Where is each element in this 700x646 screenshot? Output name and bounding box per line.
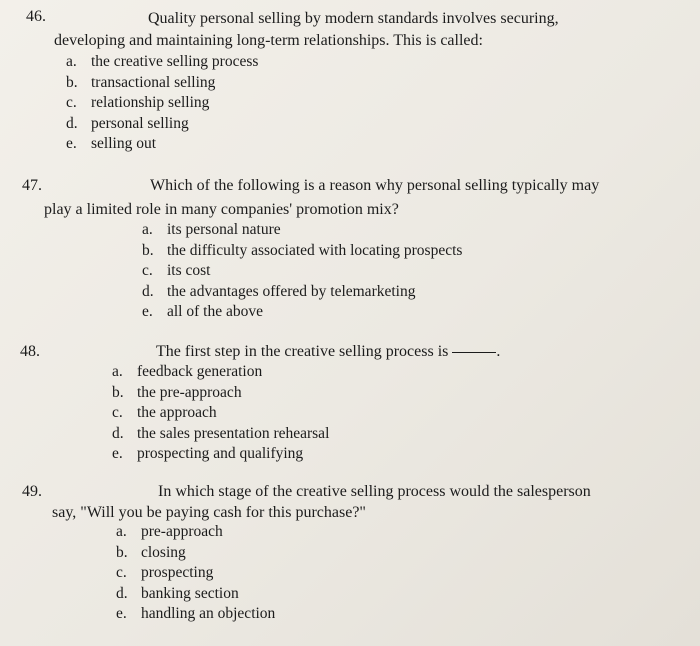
- question-46-option-d: [66, 114, 258, 135]
- option-text: the approach: [137, 404, 217, 422]
- option-text: the difficulty associated with locating prospects: [167, 241, 463, 259]
- question-48-stem-line-1: [156, 341, 500, 362]
- option-text: relationship selling: [91, 94, 210, 112]
- option-letter: d.: [66, 114, 78, 132]
- option-text: handling an objection: [141, 605, 276, 623]
- option-text: transactional selling: [91, 73, 216, 91]
- question-48-number: 48.: [20, 343, 40, 360]
- option-text: the sales presentation rehearsal: [137, 424, 330, 442]
- option-letter: b.: [112, 383, 124, 401]
- question-47-option-a: [142, 220, 462, 241]
- option-letter: c.: [112, 404, 123, 422]
- question-46-stem-line-2: developing and maintaining long-term relationships. This is called:: [54, 32, 483, 49]
- question-46-number: 46.: [26, 8, 46, 25]
- question-48-stem-text: The first step in the creative selling process is: [156, 343, 449, 360]
- option-letter: a.: [116, 523, 127, 540]
- option-letter: e.: [116, 605, 127, 623]
- option-text: prospecting: [141, 564, 214, 582]
- answer-blank: [452, 352, 496, 353]
- question-49-option-e: [116, 604, 275, 625]
- question-47-number: 47.: [22, 177, 42, 194]
- question-46-stem-line-1: Quality personal selling by modern standards involves securing,: [148, 10, 559, 27]
- option-letter: e.: [142, 303, 153, 321]
- question-49-options: [116, 522, 275, 625]
- question-47-stem-line-2: play a limited role in many companies' promotion mix?: [44, 201, 399, 218]
- question-48-option-b: [112, 383, 329, 404]
- question-47-options: [142, 220, 462, 323]
- option-text: feedback generation: [137, 363, 263, 380]
- question-46-option-e: [66, 134, 258, 155]
- question-49-option-b: [116, 543, 275, 564]
- option-letter: b.: [142, 241, 154, 259]
- option-text: banking section: [141, 584, 239, 602]
- option-text: its personal nature: [167, 221, 281, 238]
- option-letter: d.: [112, 424, 124, 442]
- question-49-option-c: [116, 563, 275, 584]
- option-text: the creative selling process: [91, 53, 259, 70]
- question-47-option-e: [142, 302, 462, 323]
- question-48-stem-suffix: .: [496, 343, 501, 360]
- question-46-option-b: [66, 73, 258, 94]
- option-letter: d.: [116, 584, 128, 602]
- question-46-option-a: [66, 52, 258, 73]
- option-letter: e.: [66, 135, 77, 153]
- option-text: selling out: [91, 135, 157, 153]
- question-49-stem-line-1: In which stage of the creative selling process would the salesperson: [158, 483, 591, 500]
- option-text: the advantages offered by telemarketing: [167, 282, 416, 300]
- option-letter: b.: [116, 543, 128, 561]
- option-text: closing: [141, 543, 186, 561]
- option-text: personal selling: [91, 114, 189, 132]
- option-letter: a.: [112, 363, 123, 380]
- option-letter: b.: [66, 73, 78, 91]
- option-letter: a.: [142, 221, 153, 238]
- option-text: the pre-approach: [137, 383, 242, 401]
- question-49-option-d: [116, 584, 275, 605]
- question-49-option-a: [116, 522, 275, 543]
- question-47-option-c: [142, 261, 462, 282]
- question-48-options: [112, 362, 329, 465]
- question-47-option-b: [142, 241, 462, 262]
- option-text: all of the above: [167, 303, 263, 321]
- option-letter: d.: [142, 282, 154, 300]
- question-48-option-d: [112, 424, 329, 445]
- option-text: pre-approach: [141, 523, 223, 540]
- question-47-stem-line-1: Which of the following is a reason why personal selling typically may: [150, 177, 600, 194]
- option-letter: c.: [116, 564, 127, 582]
- question-48-option-e: [112, 444, 329, 465]
- question-46-option-c: [66, 93, 258, 114]
- question-48-option-c: [112, 403, 329, 424]
- option-letter: c.: [142, 262, 153, 280]
- option-letter: e.: [112, 445, 123, 463]
- option-letter: a.: [66, 53, 77, 70]
- question-49-number: 49.: [22, 483, 42, 500]
- option-text: its cost: [167, 262, 211, 280]
- option-text: prospecting and qualifying: [137, 445, 304, 463]
- question-46-options: [66, 52, 258, 155]
- question-47-option-d: [142, 282, 462, 303]
- question-48-option-a: [112, 362, 329, 383]
- question-49-stem-line-2: say, "Will you be paying cash for this purchase?": [52, 504, 366, 521]
- option-letter: c.: [66, 94, 77, 112]
